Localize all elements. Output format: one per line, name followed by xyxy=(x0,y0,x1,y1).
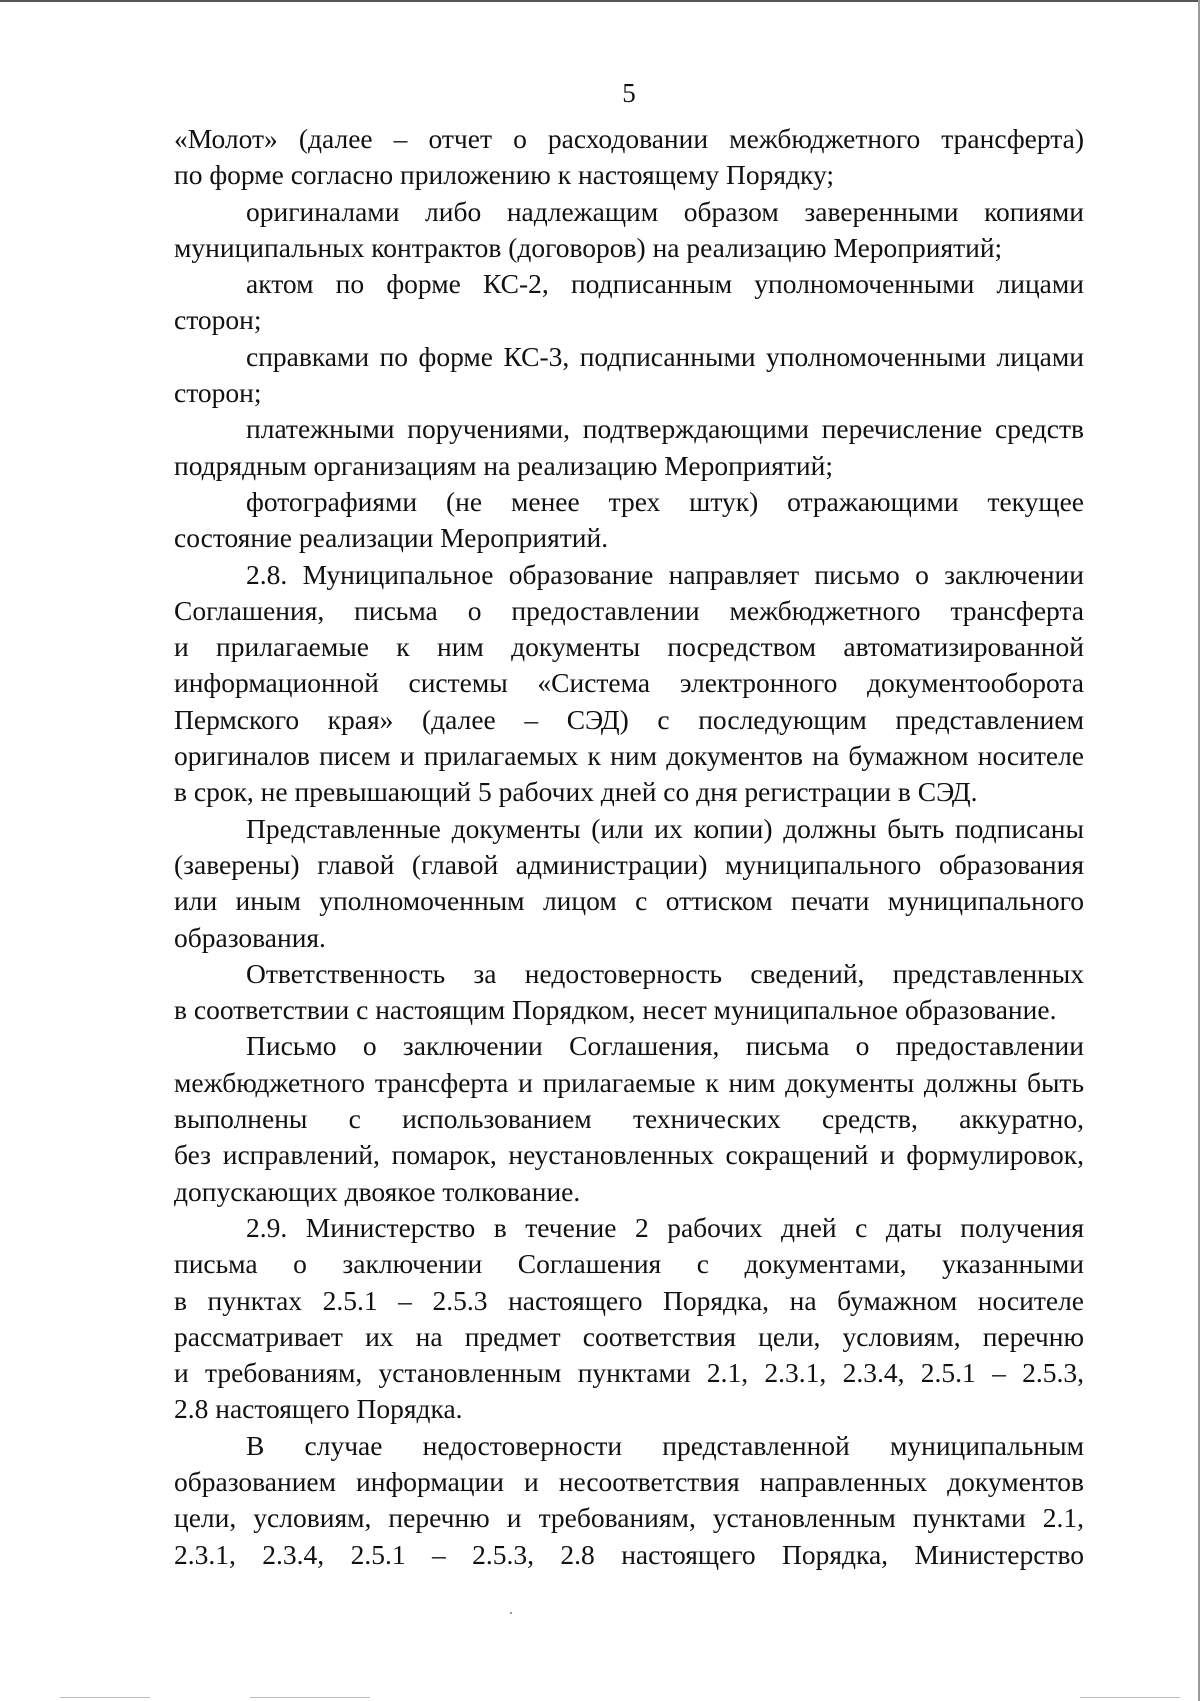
text-line: В случае недостоверности представленной муниципальным xyxy=(246,1429,1084,1461)
text-line: образования. xyxy=(174,921,326,953)
text-line: Представленные документы (или их копии) должны быть подписаны xyxy=(246,812,1084,844)
text-line: Ответственность за недостоверность сведений, представленных xyxy=(246,957,1084,989)
text-line: «Молот» (далее – отчет о расходовании межбюджетного трансферта) xyxy=(174,123,1084,154)
text-line: в срок, не превышающий 5 рабочих дней со дня регистрации в СЭД. xyxy=(174,776,978,808)
text-line: оригиналами либо надлежащим образом заверенными копиями xyxy=(246,195,1084,227)
paragraph xyxy=(174,1210,1084,1428)
paragraph xyxy=(174,1028,1084,1209)
text-line: справками по форме КС-3, подписанными уполномоченными лицами xyxy=(246,340,1084,372)
text-line: фотографиями (не менее трех штук) отражающими текущее xyxy=(246,485,1084,517)
text-line: и требованиям, установленным пунктами 2.1, 2.3.1, 2.3.4, 2.5.1 – 2.5.3, xyxy=(174,1357,1084,1389)
scan-bottom-mark xyxy=(60,1697,150,1698)
scan-speck xyxy=(510,1612,512,1614)
paragraph xyxy=(174,484,1084,557)
text-line: без исправлений, помарок, неустановленных сокращений и формулировок, xyxy=(174,1139,1084,1171)
text-line: рассматривает их на предмет соответствия цели, условиям, перечню xyxy=(174,1320,1084,1352)
text-line: по форме согласно приложению к настоящему Порядку; xyxy=(174,159,835,191)
text-line: 2.8. Муниципальное образование направляет письмо о заключении xyxy=(246,558,1084,590)
paragraph xyxy=(174,1428,1084,1573)
text-line: межбюджетного трансферта и прилагаемые к ним документы должны быть xyxy=(174,1066,1084,1098)
paragraph xyxy=(174,956,1084,1029)
text-line: оригиналов писем и прилагаемых к ним документов на бумажном носителе xyxy=(174,740,1084,772)
paragraph xyxy=(174,411,1084,484)
paragraph xyxy=(174,121,1084,194)
text-line: Пермского края» (далее – СЭД) с последующим представлением xyxy=(174,703,1084,735)
paragraph xyxy=(174,339,1084,412)
text-line: и прилагаемые к ним документы посредством автоматизированной xyxy=(174,631,1084,663)
text-line: актом по форме КС-2, подписанным уполномоченными лицами xyxy=(246,268,1084,300)
text-line: образованием информации и несоответствия направленных документов xyxy=(174,1465,1084,1497)
paragraph xyxy=(174,557,1084,811)
text-line: сторон; xyxy=(174,377,262,409)
text-line: в соответствии с настоящим Порядком, несет муниципальное образование. xyxy=(174,994,1057,1026)
text-line: 2.3.1, 2.3.4, 2.5.1 – 2.5.3, 2.8 настоящего Порядка, Министерство xyxy=(174,1538,1084,1570)
text-line: состояние реализации Мероприятий. xyxy=(174,522,609,554)
scan-bottom-mark xyxy=(250,1697,370,1698)
document-body xyxy=(174,121,1084,1573)
text-line: цели, условиям, перечню и требованиям, установленным пунктами 2.1, xyxy=(174,1502,1084,1534)
text-line: Письмо о заключении Соглашения, письма о предоставлении xyxy=(246,1030,1084,1062)
text-line: 2.8 настоящего Порядка. xyxy=(174,1393,463,1425)
text-line: муниципальных контрактов (договоров) на реализацию Мероприятий; xyxy=(174,231,1003,263)
text-line: информационной системы «Система электронного документооборота xyxy=(174,667,1084,699)
text-line: допускающих двоякое толкование. xyxy=(174,1175,581,1207)
text-line: 2.9. Министерство в течение 2 рабочих дней с даты получения xyxy=(246,1211,1084,1243)
text-line: Соглашения, письма о предоставлении межбюджетного трансферта xyxy=(174,594,1084,626)
paragraph xyxy=(174,194,1084,267)
text-line: (заверены) главой (главой администрации) муниципального образования xyxy=(174,848,1084,880)
paragraph xyxy=(174,266,1084,339)
scan-bottom-mark xyxy=(1080,1697,1180,1698)
text-line: выполнены с использованием технических средств, аккуратно, xyxy=(174,1103,1084,1135)
text-line: или иным уполномоченным лицом с оттиском печати муниципального xyxy=(174,885,1084,917)
text-line: в пунктах 2.5.1 – 2.5.3 настоящего Порядка, на бумажном носителе xyxy=(174,1284,1084,1316)
text-line: платежными поручениями, подтверждающими перечисление средств xyxy=(246,413,1084,445)
text-line: сторон; xyxy=(174,304,262,336)
scan-top-edge xyxy=(0,0,1200,2)
text-line: подрядным организациям на реализацию Мероприятий; xyxy=(174,449,833,481)
paragraph xyxy=(174,811,1084,956)
text-line: письма о заключении Соглашения с документами, указанными xyxy=(174,1248,1084,1280)
page-number: 5 xyxy=(622,78,636,108)
